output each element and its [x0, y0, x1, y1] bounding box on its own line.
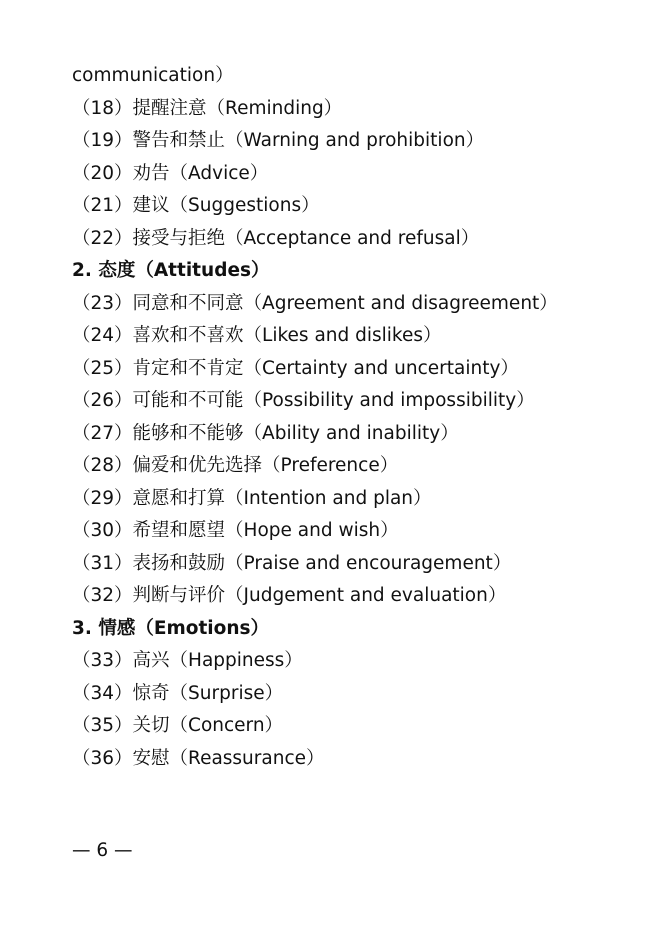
- list-item: （30）希望和愿望（Hope and wish）: [72, 520, 399, 541]
- list-item: （34）惊奇（Surprise）: [72, 682, 284, 704]
- list-item: （21）建议（Suggestions）: [72, 195, 320, 216]
- list-item: （31）表扬和鼓励（Praise and encouragement）: [72, 552, 512, 574]
- list-item: （19）警告和禁止（Warning and prohibition）: [72, 130, 485, 151]
- list-item: （27）能够和不能够（Ability and inability）: [72, 422, 459, 444]
- list-item: （25）肯定和不肯定（Certainty and uncertainty）: [72, 357, 519, 379]
- list-item: （18）提醒注意（Reminding）: [72, 97, 343, 119]
- list-item: （35）关切（Concern）: [72, 715, 284, 736]
- list-item: （29）意愿和打算（Intention and plan）: [72, 487, 432, 509]
- section-heading: 2. 态度（Attitudes）: [72, 260, 270, 281]
- list-item: （32）判断与评价（Judgement and evaluation）: [72, 585, 507, 606]
- list-item: （23）同意和不同意（Agreement and disagreement）: [72, 292, 558, 314]
- list-item: （28）偏爱和优先选择（Preference）: [72, 455, 399, 476]
- list-item: （20）劝告（Advice）: [72, 162, 269, 184]
- section-heading: 3. 情感（Emotions）: [72, 617, 270, 639]
- page-number: — 6 —: [72, 840, 133, 861]
- list-item: （26）可能和不可能（Possibility and impossibility）: [72, 390, 535, 411]
- list-item: communication）: [72, 65, 234, 86]
- list-item: （24）喜欢和不喜欢（Likes and dislikes）: [72, 325, 442, 346]
- list-item: （36）安慰（Reassurance）: [72, 747, 325, 769]
- list-item: （33）高兴（Happiness）: [72, 650, 303, 671]
- list-item: （22）接受与拒绝（Acceptance and refusal）: [72, 227, 480, 249]
- document-body: [72, 60, 652, 775]
